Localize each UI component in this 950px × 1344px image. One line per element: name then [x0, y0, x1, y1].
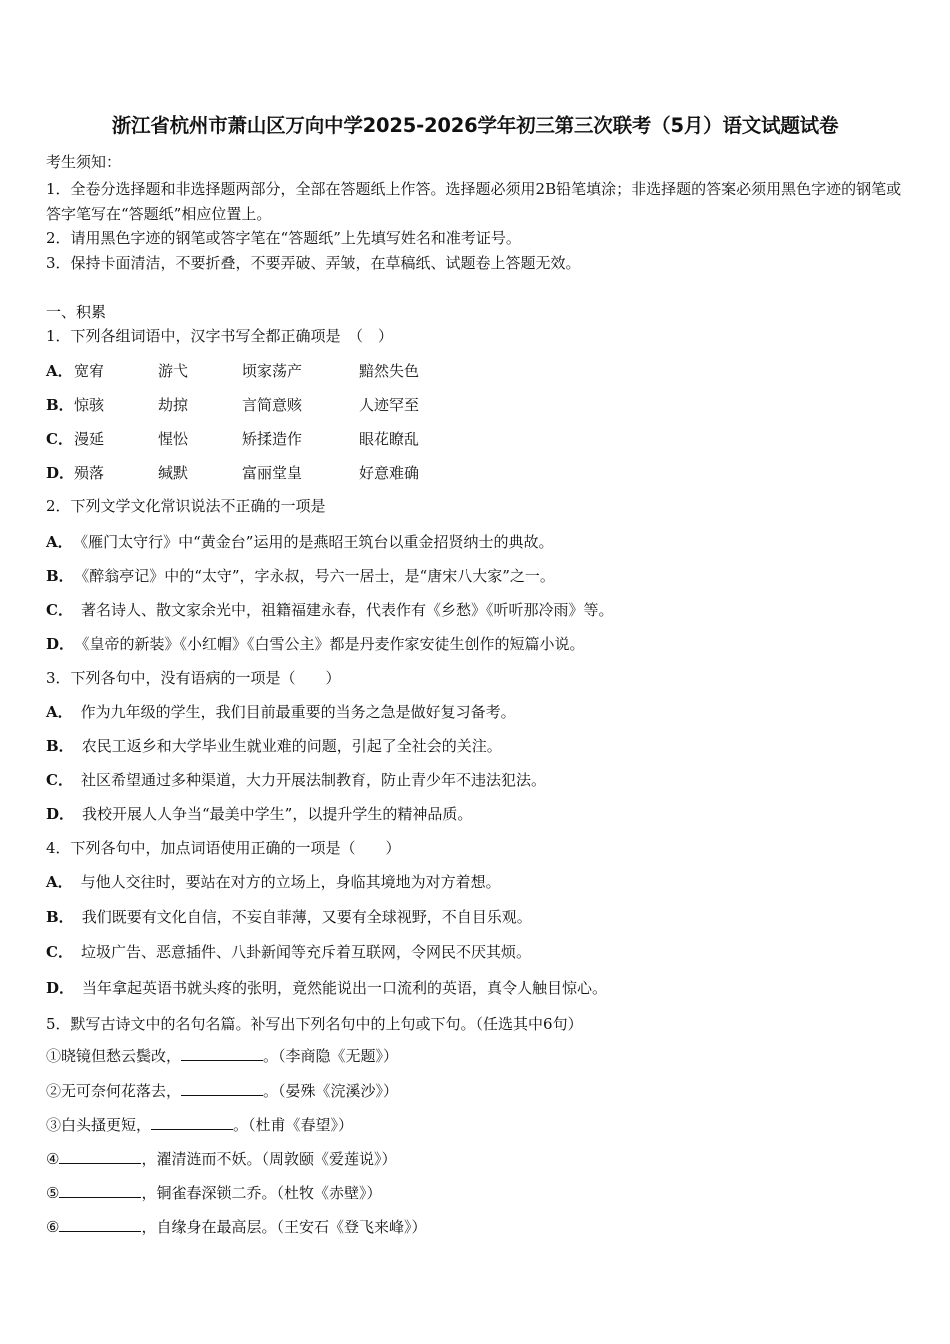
q4-option-a — [46, 872, 501, 892]
option-label: D． — [46, 979, 75, 997]
q3-stem: 3．下列各句中，没有语病的一项是（ ） — [46, 669, 341, 687]
item-after: ，濯清涟而不妖。（周敦颐《爱莲说》） — [141, 1150, 397, 1168]
option-word: 眼花瞭乱 — [359, 430, 420, 448]
q4-option-d — [46, 978, 607, 998]
q1-option-b — [46, 394, 546, 414]
answer-blank[interactable] — [59, 1183, 141, 1198]
item-before: 白头搔更短， — [61, 1116, 152, 1134]
answer-blank[interactable] — [181, 1046, 263, 1061]
option-label: A． — [46, 362, 73, 380]
q5-item-4 — [46, 1149, 396, 1169]
q5-item-6 — [46, 1217, 426, 1237]
q3-option-a — [46, 702, 516, 722]
option-text: 我们既要有文化自信，不妄自菲薄，又要有全球视野，不自目乐观。 — [81, 908, 532, 926]
q2-option-d — [46, 634, 585, 654]
q5-item-5 — [46, 1183, 381, 1203]
option-label: A． — [46, 873, 73, 891]
option-word: 劫掠 — [158, 396, 189, 414]
option-label: B． — [46, 908, 74, 926]
item-number: ⑥ — [46, 1218, 60, 1236]
item-number: ② — [46, 1082, 62, 1100]
option-word: 宽宥 — [74, 362, 105, 380]
option-text: 《皇帝的新装》《小红帽》《白雪公主》都是丹麦作家安徒生创作的短篇小说。 — [82, 635, 585, 653]
option-word: 富丽堂皇 — [242, 464, 303, 482]
item-after: 。（杜甫《春望》） — [233, 1116, 354, 1134]
q5-stem: 5．默写古诗文中的名句名篇。补写出下列名句中的上句或下句。（任选其中6句） — [46, 1015, 583, 1033]
notice-item-2: 2．请用黑色字迹的钢笔或答字笔在“答题纸”上先填写姓名和准考证号。 — [46, 229, 521, 247]
option-text: 社区希望通过多种渠道，大力开展法制教育，防止青少年不违法犯法。 — [80, 771, 546, 789]
option-label: C． — [46, 601, 73, 619]
option-text: 作为九年级的学生，我们目前最重要的当务之急是做好复习备考。 — [80, 703, 516, 721]
q4-stem: 4．下列各句中，加点词语使用正确的一项是（ ） — [46, 839, 401, 857]
option-word: 言简意赅 — [242, 396, 303, 414]
section-heading: 一、积累 — [46, 303, 107, 321]
option-word: 游弋 — [158, 362, 189, 380]
item-after: ，自缘身在最高层。（王安石《登飞来峰》） — [141, 1218, 427, 1236]
item-after: 。（李商隐《无题》） — [263, 1047, 399, 1065]
q1-option-c — [46, 428, 546, 448]
answer-blank[interactable] — [59, 1149, 141, 1164]
option-text: 《雁门太守行》中“黄金台”运用的是燕昭王筑台以重金招贤纳士的典故。 — [80, 533, 554, 551]
option-word: 缄默 — [158, 464, 189, 482]
option-text: 垃圾广告、恶意插件、八卦新闻等充斥着互联网，令网民不厌其烦。 — [80, 943, 531, 961]
q3-option-d — [46, 804, 472, 824]
q3-option-c — [46, 770, 546, 790]
option-label: B． — [46, 396, 74, 414]
q2-option-c — [46, 600, 613, 620]
q1-stem: 1．下列各组词语中，汉字书写全都正确项是 （ ） — [46, 327, 394, 345]
notice-heading: 考生须知： — [46, 153, 122, 171]
option-label: B． — [46, 567, 74, 585]
option-text: 与他人交往时，要站在对方的立场上，身临其境地为对方着想。 — [80, 873, 501, 891]
option-label: C． — [46, 430, 73, 448]
q5-item-2 — [46, 1081, 398, 1101]
option-text: 著名诗人、散文家余光中，祖籍福建永春，代表作有《乡愁》《听听那冷雨》等。 — [80, 601, 614, 619]
option-word: 惺忪 — [158, 430, 189, 448]
q4-option-b — [46, 907, 532, 927]
option-label: D． — [46, 635, 75, 653]
notice-item-1: 1．全卷分选择题和非选择题两部分，全部在答题纸上作答。选择题必须用2B铅笔填涂；非选择题的答案必须用黑色字迹的钢笔或答字笔写在“答题纸”相应位置上。 — [46, 180, 902, 223]
option-label: D． — [46, 464, 75, 482]
answer-blank[interactable] — [181, 1081, 263, 1096]
q2-option-a — [46, 532, 553, 552]
option-text: 《醉翁亭记》中的“太守”，字永叔，号六一居士，是“唐宋八大家”之一。 — [81, 567, 555, 585]
option-word: 顷家荡产 — [242, 362, 303, 380]
answer-blank[interactable] — [59, 1217, 141, 1232]
item-after: 。（晏殊《浣溪沙》） — [263, 1082, 399, 1100]
item-number: ④ — [46, 1150, 60, 1168]
notice-item-3: 3．保持卡面清洁，不要折叠，不要弄破、弄皱，在草稿纸、试题卷上答题无效。 — [46, 254, 581, 272]
item-after: ，铜雀春深锁二乔。（杜牧《赤壁》） — [141, 1184, 382, 1202]
option-label: D． — [46, 805, 75, 823]
option-text: 农民工返乡和大学毕业生就业难的问题，引起了全社会的关注。 — [81, 737, 502, 755]
page-title: 浙江省杭州市萧山区万向中学2025-2026学年初三第三次联考（5月）语文试题试卷 — [111, 114, 839, 137]
q3-option-b — [46, 736, 502, 756]
option-word: 惊骇 — [74, 396, 105, 414]
option-word: 矫揉造作 — [242, 430, 303, 448]
item-number: ③ — [46, 1116, 62, 1134]
item-before: 无可奈何花落去， — [61, 1082, 182, 1100]
option-word: 好意难确 — [359, 464, 420, 482]
option-word: 黯然失色 — [359, 362, 420, 380]
option-text: 我校开展人人争当“最美中学生”，以提升学生的精神品质。 — [82, 805, 473, 823]
option-label: C． — [46, 771, 73, 789]
option-label: A． — [46, 533, 73, 551]
option-label: A． — [46, 703, 73, 721]
q4-option-c — [46, 942, 531, 962]
option-label: C． — [46, 943, 73, 961]
option-label: B． — [46, 737, 74, 755]
item-number: ⑤ — [46, 1184, 60, 1202]
answer-blank[interactable] — [151, 1115, 233, 1130]
q1-option-a — [46, 360, 546, 380]
q2-stem: 2．下列文学文化常识说法不正确的一项是 — [46, 497, 326, 515]
option-text: 当年拿起英语书就头疼的张明，竟然能说出一口流利的英语，真令人触目惊心。 — [82, 979, 608, 997]
option-word: 人迹罕至 — [359, 396, 420, 414]
item-number: ① — [46, 1047, 62, 1065]
q5-item-3 — [46, 1115, 353, 1135]
option-word: 殒落 — [74, 464, 105, 482]
q1-option-d — [46, 462, 546, 482]
option-word: 漫延 — [74, 430, 105, 448]
q2-option-b — [46, 566, 555, 586]
item-before: 晓镜但愁云鬓改， — [61, 1047, 182, 1065]
q5-item-1 — [46, 1046, 398, 1066]
